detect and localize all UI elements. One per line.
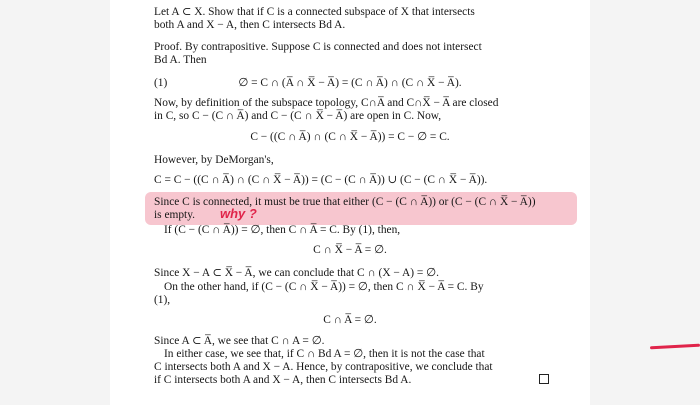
qed-box-icon [539,374,549,384]
proof-line-7: Since A ⊂ A̅, we see that C ∩ A = ∅. [154,335,325,347]
problem-line-1: Let A ⊂ X. Show that if C is a connected subspace of X that intersects [154,6,475,18]
proof-line-3: Now, by definition of the subspace topology, C∩A̅ and C∩X̅ − A̅ are closed [154,97,499,109]
proof-line-5: However, by DeMorgan's, [154,154,274,166]
case-2-line-2: (1), [154,294,171,306]
case-1-line: If (C − (C ∩ A̅)) = ∅, then C ∩ A̅ = C. By (1), then, [164,224,401,236]
proof-line-6: Since X − A ⊂ X̅ − A̅, we can conclude that C ∩ (X − A) = ∅. [154,267,439,279]
highlighted-line-2: is empty. [154,209,196,221]
proof-line-2: Bd A. Then [154,54,207,66]
handwritten-annotation: why ? [220,206,257,221]
document-page [110,0,590,405]
equation-4: C ∩ X̅ − A̅ = ∅. [313,244,387,256]
problem-line-2: both A and X − A, then C intersects Bd A. [154,19,346,31]
equation-2: C − ((C ∩ A̅) ∩ (C ∩ X̅ − A̅)) = C − ∅ = C. [250,131,450,143]
proof-line-1: Proof. By contrapositive. Suppose C is connected and does not intersect [154,41,482,53]
conclusion-line-1: In either case, we see that, if C ∩ Bd A = ∅, then it is not the case that [164,348,485,360]
pen-stroke-mark [650,344,700,350]
equation-number-1: (1) [154,77,168,89]
equation-1: ∅ = C ∩ (A̅ ∩ X̅ − A̅) = (C ∩ A̅) ∩ (C ∩ X̅ − A̅). [238,77,462,89]
highlighted-line-1: Since C is connected, it must be true that either (C − (C ∩ A̅)) or (C − (C ∩ X̅ − A̅)) [154,196,536,208]
proof-line-4: in C, so C − (C ∩ A̅) and C − (C ∩ X̅ − A̅) are open in C. Now, [154,110,442,122]
equation-5: C ∩ A̅ = ∅. [323,314,377,326]
equation-3: C = C − ((C ∩ A̅) ∩ (C ∩ X̅ − A̅)) = (C − (C ∩ A̅)) ∪ (C − (C ∩ X̅ − A̅)). [154,174,488,186]
case-2-line-1: On the other hand, if (C − (C ∩ X̅ − A̅)) = ∅, then C ∩ X̅ − A̅ = C. By [164,281,484,293]
conclusion-line-2: C intersects both A and X − A. Hence, by contrapositive, we conclude that [154,361,493,373]
conclusion-line-3: if C intersects both A and X − A, then C intersects Bd A. [154,374,412,386]
